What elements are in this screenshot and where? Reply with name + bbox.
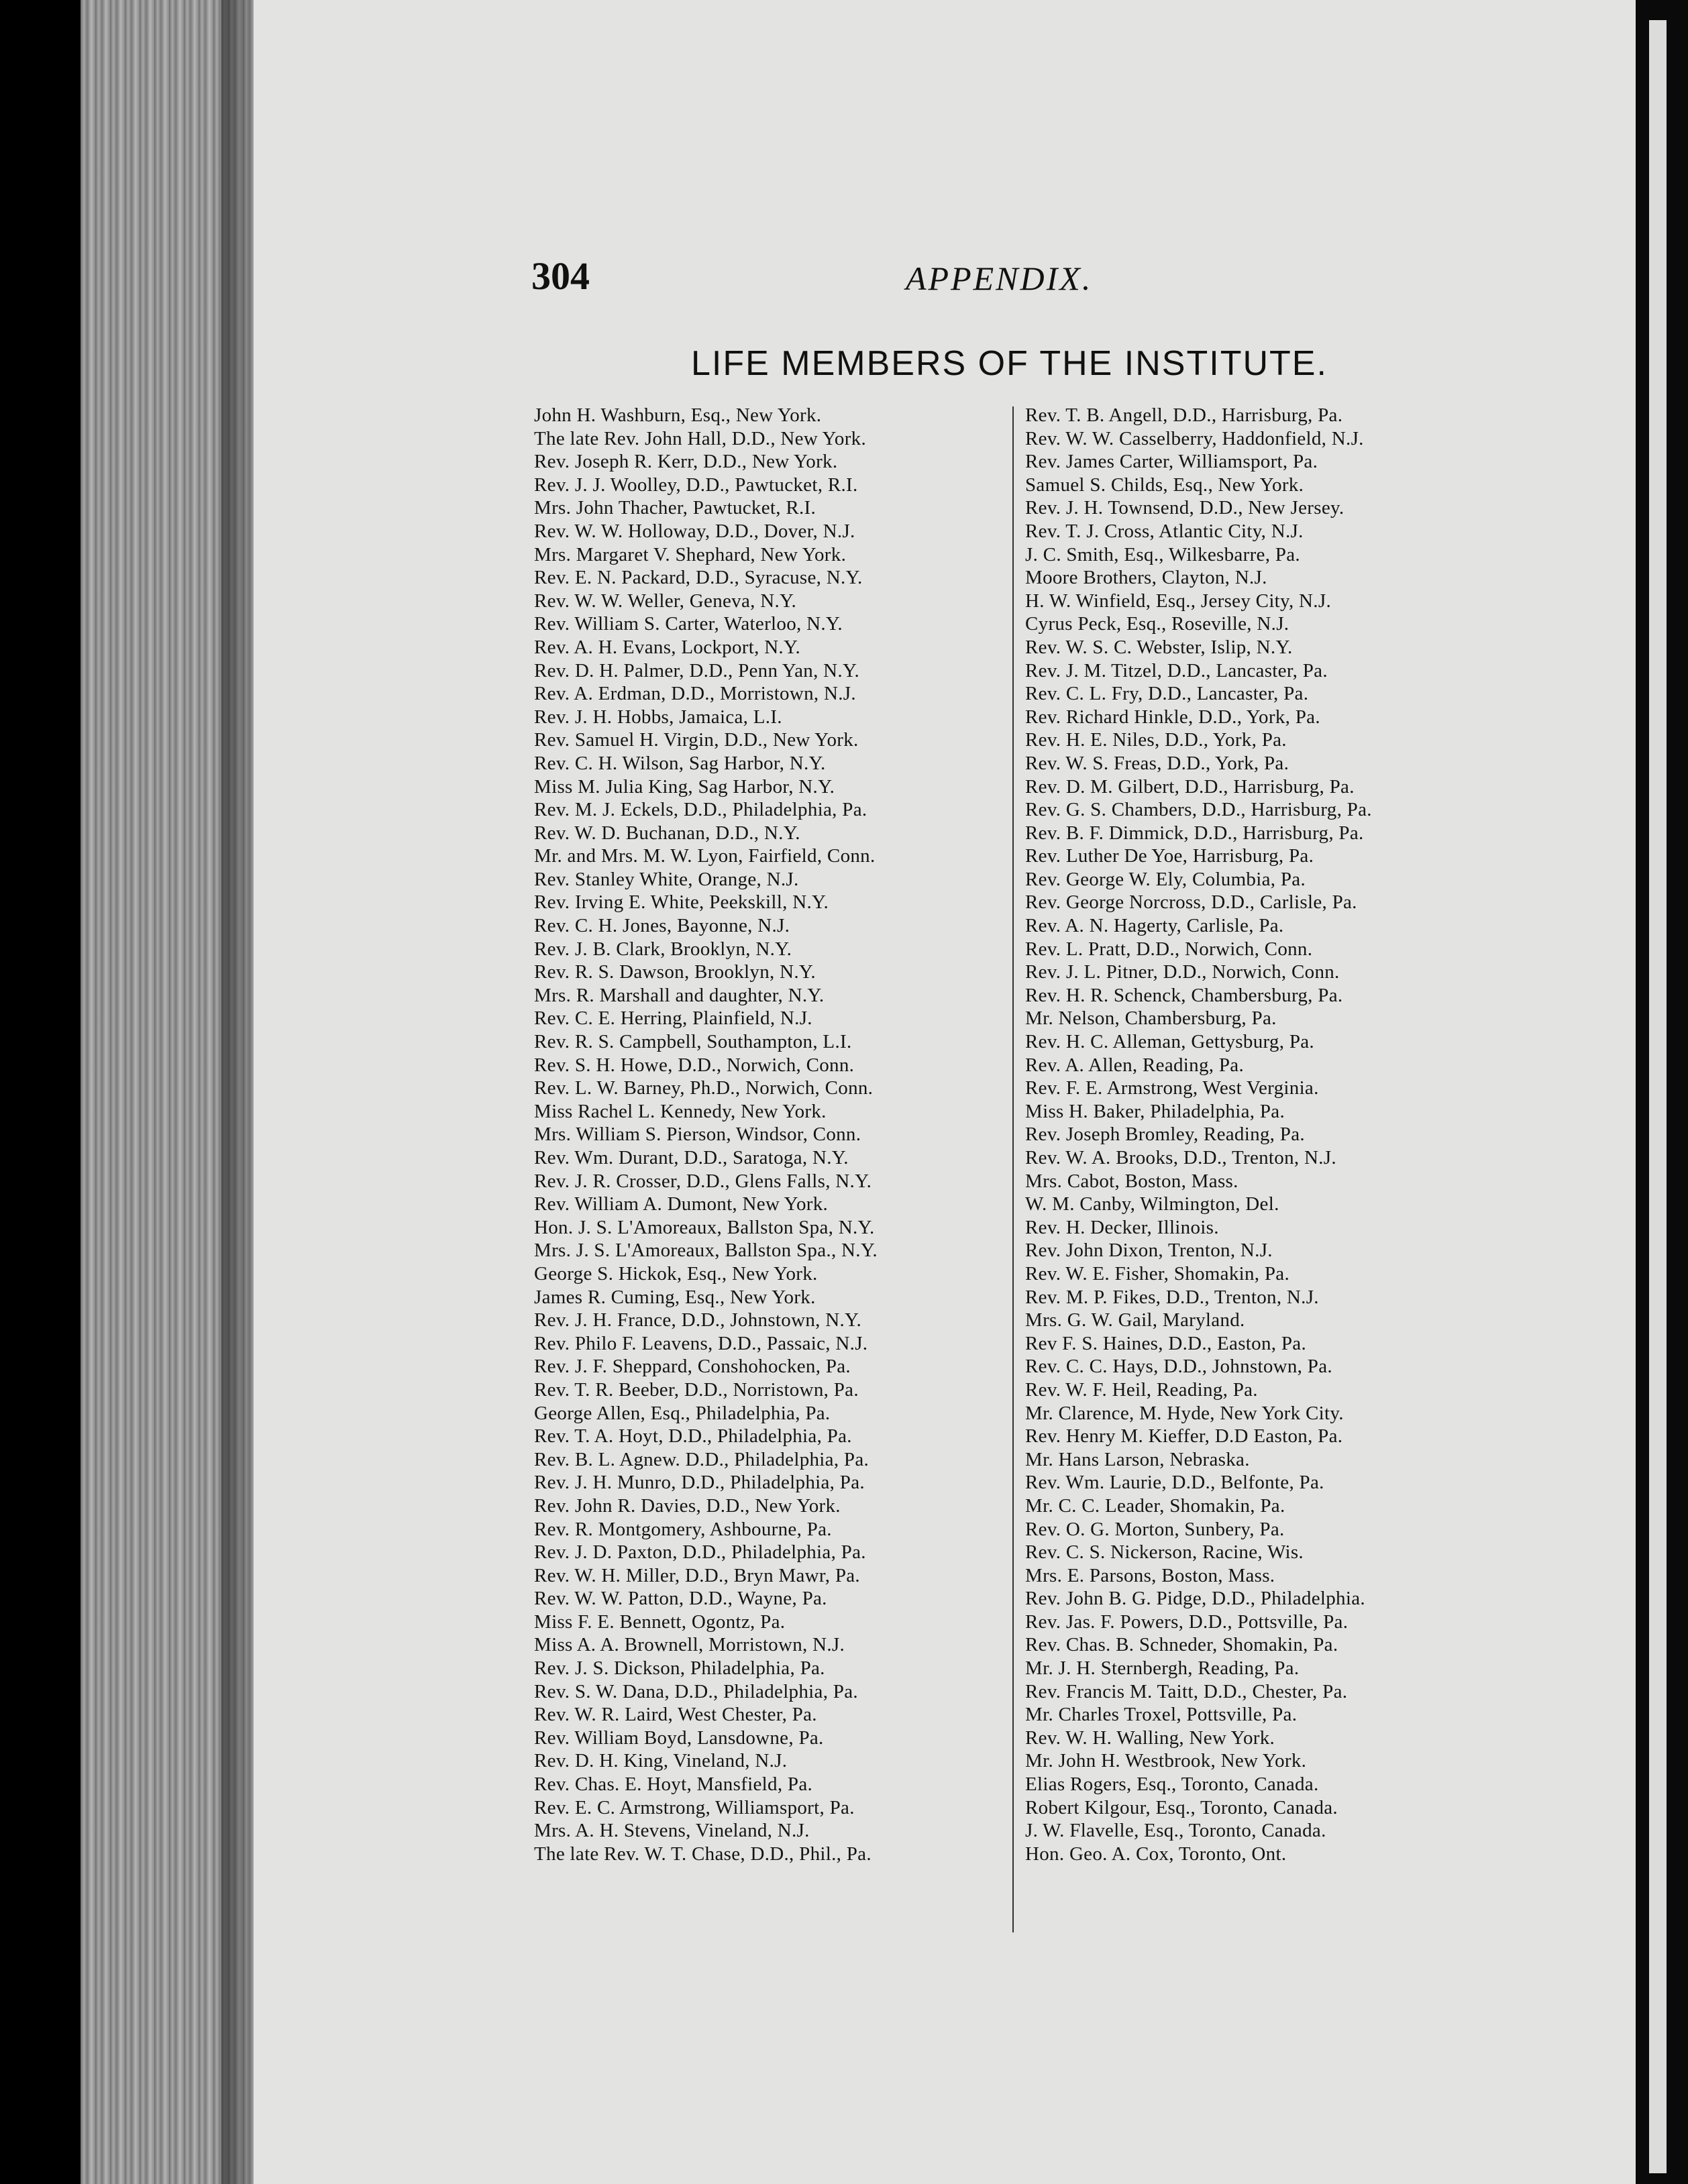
member-entry: Rev. T. A. Hoyt, D.D., Philadelphia, Pa. [534,1425,852,1448]
member-entry: George Allen, Esq., Philadelphia, Pa. [534,1402,831,1424]
member-entry: Rev. Jas. F. Powers, D.D., Pottsville, Pa. [1025,1610,1349,1633]
member-entry: Rev. R. S. Campbell, Southampton, L.I. [534,1031,852,1053]
member-entry: Rev. C. C. Hays, D.D., Johnstown, Pa. [1025,1356,1332,1378]
member-entry: Rev F. S. Haines, D.D., Easton, Pa. [1025,1332,1306,1354]
member-entry: Rev. Joseph R. Kerr, D.D., New York. [534,451,838,473]
member-entry: Rev. C. E. Herring, Plainfield, N.J. [534,1007,812,1030]
member-entry: Rev. L. W. Barney, Ph.D., Norwich, Conn. [534,1077,874,1099]
member-entry: Rev. J. M. Titzel, D.D., Lancaster, Pa. [1025,659,1328,681]
member-entry: Rev. Luther De Yoe, Harrisburg, Pa. [1025,845,1314,867]
member-entry: Rev. H. Decker, Illinois. [1025,1216,1219,1238]
member-entry: Rev. John Dixon, Trenton, N.J. [1025,1240,1273,1262]
member-entry: Rev. William A. Dumont, New York. [534,1193,829,1215]
member-entry: Miss A. A. Brownell, Morristown, N.J. [534,1634,845,1656]
member-entry: Mrs. Cabot, Boston, Mass. [1025,1170,1238,1192]
members-column-left [534,404,1004,1865]
member-entry: Rev. T. R. Beeber, D.D., Norristown, Pa. [534,1378,859,1401]
member-entry: Rev. T. J. Cross, Atlantic City, N.J. [1025,520,1304,542]
member-entry: Rev. W. E. Fisher, Shomakin, Pa. [1025,1262,1290,1285]
member-entry: Rev. Henry M. Kieffer, D.D Easton, Pa. [1025,1425,1343,1448]
member-entry: Rev. G. S. Chambers, D.D., Harrisburg, Pa. [1025,799,1372,821]
member-entry: Rev. J. L. Pitner, D.D., Norwich, Conn. [1025,961,1340,983]
column-divider [1012,406,1014,1932]
gutter-shadow [221,0,255,2184]
member-entry: Mrs. J. S. L'Amoreaux, Ballston Spa., N.Y. [534,1240,878,1262]
section-title: LIFE MEMBERS OF THE INSTITUTE. [691,344,1328,383]
member-entry: George S. Hickok, Esq., New York. [534,1262,818,1285]
member-entry: Mr. John H. Westbrook, New York. [1025,1750,1307,1772]
member-entry: Mrs. A. H. Stevens, Vineland, N.J. [534,1820,810,1842]
member-entry: Rev. M. J. Eckels, D.D., Philadelphia, Pa. [534,799,867,821]
member-entry: Miss H. Baker, Philadelphia, Pa. [1025,1100,1285,1122]
member-entry: H. W. Winfield, Esq., Jersey City, N.J. [1025,590,1331,612]
members-column-right [1025,404,1508,1865]
member-entry: Rev. A. N. Hagerty, Carlisle, Pa. [1025,915,1284,937]
member-entry: Mr. Clarence, M. Hyde, New York City. [1025,1402,1344,1424]
member-entry: Rev. A. Allen, Reading, Pa. [1025,1054,1244,1076]
member-entry: Rev. W. R. Laird, West Chester, Pa. [534,1704,817,1726]
member-entry: Miss Rachel L. Kennedy, New York. [534,1100,827,1122]
member-entry: Miss F. E. Bennett, Ogontz, Pa. [534,1610,786,1633]
member-entry: Rev. W. W. Holloway, D.D., Dover, N.J. [534,520,855,542]
member-entry: Rev. W. H. Walling, New York. [1025,1727,1275,1749]
member-entry: Rev. J. H. Townsend, D.D., New Jersey. [1025,497,1344,519]
member-entry: Rev. O. G. Morton, Sunbery, Pa. [1025,1518,1285,1540]
member-entry: Rev. George Norcross, D.D., Carlisle, Pa. [1025,891,1357,914]
member-entry: Mr. Nelson, Chambersburg, Pa. [1025,1007,1277,1030]
member-entry: Rev. L. Pratt, D.D., Norwich, Conn. [1025,938,1313,960]
member-entry: Rev. J. D. Paxton, D.D., Philadelphia, Pa. [534,1541,866,1564]
member-entry: Rev. Stanley White, Orange, N.J. [534,868,799,890]
member-entry: J. W. Flavelle, Esq., Toronto, Canada. [1025,1820,1326,1842]
member-entry: Rev. T. B. Angell, D.D., Harrisburg, Pa. [1025,404,1343,426]
member-entry: Rev. John R. Davies, D.D., New York. [534,1494,841,1517]
running-head: APPENDIX. [906,260,1093,297]
member-entry: Hon. J. S. L'Amoreaux, Ballston Spa, N.Y. [534,1216,875,1238]
member-entry: Elias Rogers, Esq., Toronto, Canada. [1025,1773,1319,1796]
member-entry: Rev. W. S. C. Webster, Islip, N.Y. [1025,636,1293,658]
member-entry: Samuel S. Childs, Esq., New York. [1025,474,1304,496]
member-entry: Rev. C. S. Nickerson, Racine, Wis. [1025,1541,1304,1564]
member-entry: Rev. W. H. Miller, D.D., Bryn Mawr, Pa. [534,1564,860,1586]
member-entry: Mrs. R. Marshall and daughter, N.Y. [534,984,825,1006]
member-entry: Rev. Samuel H. Virgin, D.D., New York. [534,729,859,751]
member-entry: Rev. S. H. Howe, D.D., Norwich, Conn. [534,1054,855,1076]
member-entry: Rev. Francis M. Taitt, D.D., Chester, Pa. [1025,1680,1348,1702]
member-entry: Rev. F. E. Armstrong, West Verginia. [1025,1077,1319,1099]
member-entry: Rev. H. C. Alleman, Gettysburg, Pa. [1025,1031,1314,1053]
member-entry: Moore Brothers, Clayton, N.J. [1025,567,1267,589]
member-entry: Rev. J. J. Woolley, D.D., Pawtucket, R.I. [534,474,858,496]
member-entry: Rev. Wm. Durant, D.D., Saratoga, N.Y. [534,1147,849,1168]
member-entry: Rev. W. W. Patton, D.D., Wayne, Pa. [534,1588,827,1610]
member-entry: J. C. Smith, Esq., Wilkesbarre, Pa. [1025,543,1300,565]
member-entry: Rev. J. H. Hobbs, Jamaica, L.I. [534,706,782,728]
member-entry: Rev. Philo F. Leavens, D.D., Passaic, N.J. [534,1332,868,1354]
member-entry: Rev. J. B. Clark, Brooklyn, N.Y. [534,938,792,960]
member-entry: John H. Washburn, Esq., New York. [534,404,822,426]
member-entry: Rev. J. F. Sheppard, Conshohocken, Pa. [534,1356,851,1378]
member-entry: Rev. E. N. Packard, D.D., Syracuse, N.Y. [534,567,863,589]
member-entry: Rev. George W. Ely, Columbia, Pa. [1025,868,1306,890]
member-entry: Rev. W. A. Brooks, D.D., Trenton, N.J. [1025,1147,1336,1168]
member-entry: Rev. Irving E. White, Peekskill, N.Y. [534,891,829,914]
member-entry: Mrs. G. W. Gail, Maryland. [1025,1309,1245,1331]
member-entry: Mrs. Margaret V. Shephard, New York. [534,543,847,565]
member-entry: Rev. John B. G. Pidge, D.D., Philadelphia. [1025,1588,1365,1610]
member-entry: Mrs. William S. Pierson, Windsor, Conn. [534,1124,861,1146]
member-entry: Rev. M. P. Fikes, D.D., Trenton, N.J. [1025,1286,1319,1308]
member-entry: Rev. J. H. France, D.D., Johnstown, N.Y. [534,1309,862,1331]
member-entry: Rev. H. E. Niles, D.D., York, Pa. [1025,729,1287,751]
member-entry: Rev. W. W. Casselberry, Haddonfield, N.J. [1025,427,1364,449]
facing-page-edge [1636,0,1688,2184]
member-entry: Robert Kilgour, Esq., Toronto, Canada. [1025,1796,1338,1818]
member-entry: Rev. W. S. Freas, D.D., York, Pa. [1025,752,1289,774]
member-entry: Rev. E. C. Armstrong, Williamsport, Pa. [534,1796,855,1818]
member-entry: Rev. James Carter, Williamsport, Pa. [1025,451,1318,473]
member-entry: Mrs. John Thacher, Pawtucket, R.I. [534,497,816,519]
member-entry: W. M. Canby, Wilmington, Del. [1025,1193,1279,1215]
member-entry: Rev. H. R. Schenck, Chambersburg, Pa. [1025,984,1343,1006]
member-entry: Rev. S. W. Dana, D.D., Philadelphia, Pa. [534,1680,858,1702]
member-entry: Rev. Richard Hinkle, D.D., York, Pa. [1025,706,1320,728]
member-entry: James R. Cuming, Esq., New York. [534,1286,816,1308]
member-entry: Rev. Chas. B. Schneder, Shomakin, Pa. [1025,1634,1338,1656]
member-entry: Rev. Chas. E. Hoyt, Mansfield, Pa. [534,1773,813,1796]
member-entry: Mr. Charles Troxel, Pottsville, Pa. [1025,1704,1298,1726]
member-entry: Miss M. Julia King, Sag Harbor, N.Y. [534,775,835,798]
member-entry: Mrs. E. Parsons, Boston, Mass. [1025,1564,1275,1586]
page-number: 304 [531,254,590,298]
member-entry: Rev. J. H. Munro, D.D., Philadelphia, Pa. [534,1472,865,1494]
facing-page-sliver [1649,20,1667,2173]
member-entry: Rev. D. H. Palmer, D.D., Penn Yan, N.Y. [534,659,860,681]
member-entry: Rev. D. H. King, Vineland, N.J. [534,1750,788,1772]
member-entry: Rev. D. M. Gilbert, D.D., Harrisburg, Pa. [1025,775,1355,798]
member-entry: Rev. Joseph Bromley, Reading, Pa. [1025,1124,1305,1146]
member-entry: Rev. William S. Carter, Waterloo, N.Y. [534,613,843,635]
member-entry: Cyrus Peck, Esq., Roseville, N.J. [1025,613,1289,635]
member-entry: Rev. C. H. Jones, Bayonne, N.J. [534,915,790,937]
member-entry: Rev. William Boyd, Lansdowne, Pa. [534,1727,824,1749]
member-entry: Mr. and Mrs. M. W. Lyon, Fairfield, Conn. [534,845,876,867]
member-entry: Rev. J. R. Crosser, D.D., Glens Falls, N.Y. [534,1170,872,1192]
member-entry: Rev. C. L. Fry, D.D., Lancaster, Pa. [1025,683,1309,705]
member-entry: Mr. J. H. Sternbergh, Reading, Pa. [1025,1657,1300,1680]
member-entry: Rev. R. Montgomery, Ashbourne, Pa. [534,1518,832,1540]
member-entry: Rev. A. H. Evans, Lockport, N.Y. [534,636,801,658]
member-entry: Rev. B. F. Dimmick, D.D., Harrisburg, Pa. [1025,822,1364,844]
member-entry: Rev. W. D. Buchanan, D.D., N.Y. [534,822,800,844]
member-entry: Rev. B. L. Agnew. D.D., Philadelphia, Pa. [534,1448,869,1470]
member-entry: Rev. W. W. Weller, Geneva, N.Y. [534,590,797,612]
member-entry: Rev. W. F. Heil, Reading, Pa. [1025,1378,1258,1401]
member-entry: Rev. R. S. Dawson, Brooklyn, N.Y. [534,961,816,983]
member-entry: The late Rev. John Hall, D.D., New York. [534,427,867,449]
member-entry: Rev. A. Erdman, D.D., Morristown, N.J. [534,683,856,705]
member-entry: Mr. C. C. Leader, Shomakin, Pa. [1025,1494,1285,1517]
member-entry: Rev. C. H. Wilson, Sag Harbor, N.Y. [534,752,826,774]
member-entry: Hon. Geo. A. Cox, Toronto, Ont. [1025,1843,1287,1865]
member-entry: Mr. Hans Larson, Nebraska. [1025,1448,1250,1470]
member-entry: Rev. J. S. Dickson, Philadelphia, Pa. [534,1657,825,1680]
member-entry: The late Rev. W. T. Chase, D.D., Phil., Pa. [534,1843,872,1865]
member-entry: Rev. Wm. Laurie, D.D., Belfonte, Pa. [1025,1472,1324,1494]
